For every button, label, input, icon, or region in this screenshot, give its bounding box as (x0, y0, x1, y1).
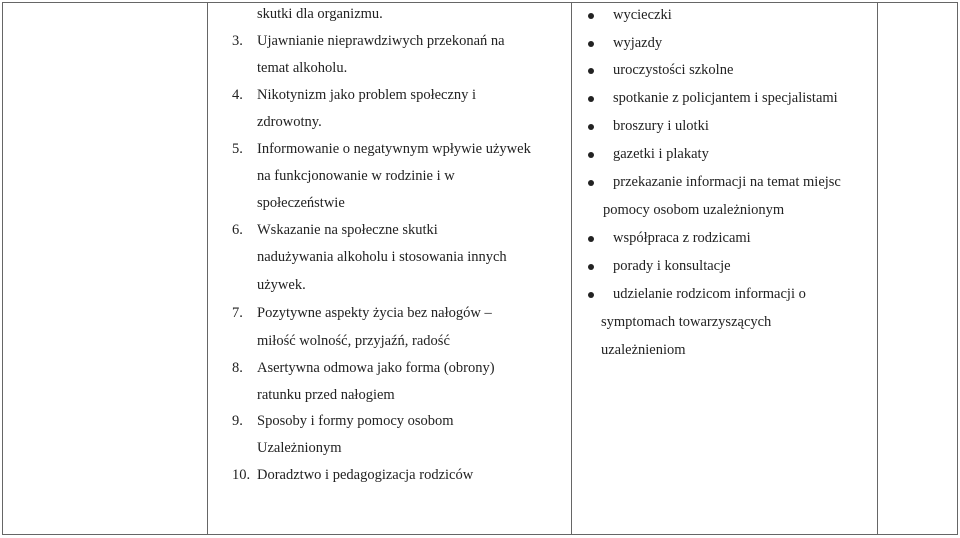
topic-line: Doradztwo i pedagogizacja rodziców (257, 467, 474, 483)
activity-item-continuation: uzależnieniom (601, 342, 686, 358)
activity-item: współpraca z rodzicami (613, 230, 751, 246)
bullet-icon (588, 152, 594, 158)
topic-number: 4. (232, 87, 243, 103)
topic-line: skutki dla organizmu. (257, 6, 383, 22)
topic-line: Informowanie o negatywnym wpływie używek (257, 141, 531, 157)
bullet-icon (588, 124, 594, 130)
bullet-icon (588, 13, 594, 19)
activity-item: broszury i ulotki (613, 118, 709, 134)
activity-item: wyjazdy (613, 35, 663, 51)
topic-number: 5. (232, 141, 243, 157)
activity-item: wycieczki (613, 7, 672, 23)
topic-line: zdrowotny. (257, 114, 322, 130)
bullet-icon (588, 264, 594, 270)
topic-number: 3. (232, 33, 243, 49)
column-divider (571, 3, 572, 534)
activity-item: uroczystości szkolne (613, 62, 734, 78)
topic-line: temat alkoholu. (257, 60, 348, 76)
activity-item-continuation: pomocy osobom uzależnionym (603, 202, 785, 218)
bullet-icon (588, 41, 594, 47)
topic-number: 8. (232, 360, 243, 376)
topic-line: Wskazanie na społeczne skutki (257, 222, 438, 238)
activity-item: spotkanie z policjantem i specjalistami (613, 90, 838, 106)
topic-line: nadużywania alkoholu i stosowania innych (257, 249, 507, 265)
topic-number: 9. (232, 413, 243, 429)
document-table (2, 2, 958, 535)
topic-number: 7. (232, 305, 243, 321)
topic-line: miłość wolność, przyjaźń, radość (257, 333, 450, 349)
column-divider (877, 3, 878, 534)
bullet-icon (588, 96, 594, 102)
bullet-icon (588, 180, 594, 186)
topic-line: używek. (257, 277, 306, 293)
activity-item: udzielanie rodzicom informacji o (613, 286, 806, 302)
column-divider (207, 3, 208, 534)
activity-item-continuation: symptomach towarzyszących (601, 314, 772, 330)
topic-number: 10. (232, 467, 251, 483)
topic-line: Uzależnionym (257, 440, 342, 456)
topic-line: społeczeństwie (257, 195, 345, 211)
activity-item: przekazanie informacji na temat miejsc (613, 174, 841, 190)
bullet-icon (588, 236, 594, 242)
topic-line: Asertywna odmowa jako forma (obrony) (257, 360, 495, 376)
bullet-icon (588, 292, 594, 298)
topic-line: Pozytywne aspekty życia bez nałogów – (257, 305, 492, 321)
topic-line: Ujawnianie nieprawdziwych przekonań na (257, 33, 505, 49)
topic-line: Nikotynizm jako problem społeczny i (257, 87, 477, 103)
topic-line: na funkcjonowanie w rodzinie i w (257, 168, 455, 184)
bullet-icon (588, 68, 594, 74)
topic-line: ratunku przed nałogiem (257, 387, 395, 403)
activity-item: gazetki i plakaty (613, 146, 709, 162)
topic-line: Sposoby i formy pomocy osobom (257, 413, 454, 429)
activity-item: porady i konsultacje (613, 258, 731, 274)
topic-number: 6. (232, 222, 243, 238)
